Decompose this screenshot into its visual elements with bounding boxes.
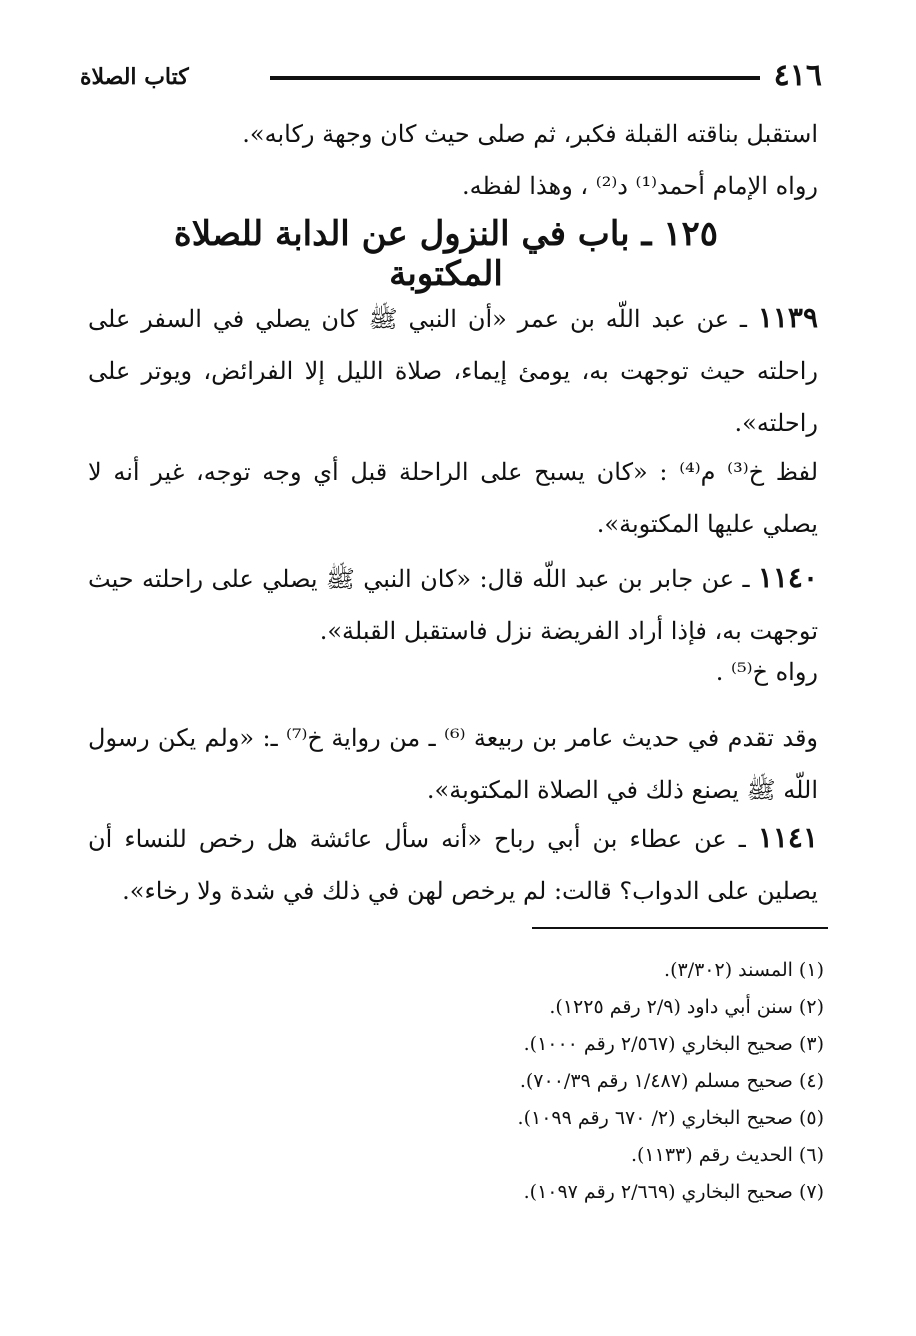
running-header <box>70 58 830 98</box>
footnote: (٢) سنن أبي داود (٢/٩ رقم ١٢٢٥). <box>549 996 824 1018</box>
header-rule <box>270 76 760 80</box>
hadith-number: ١١٤٠ <box>757 561 818 594</box>
hadith-number: ١١٣٩ <box>757 301 818 334</box>
chapter-title: ١٢٥ ـ باب في النزول عن الدابة للصلاة المكتوبة <box>173 214 719 294</box>
hadith-number: ١١٤١ <box>757 821 818 854</box>
hadith-note: لفظ خ⁽³⁾ م⁽⁴⁾ : «كان يسبح على الراحلة قبل أي وجه توجه، غير أنه لا يصلي عليها المكتوبة». <box>88 458 819 538</box>
page-number: ٤١٦ <box>773 58 822 93</box>
book-title: كتاب الصلاة <box>80 64 189 90</box>
intro-line-1: استقبل بناقته القبلة فكبر، ثم صلى حيث كان وجهة ركابه». <box>242 120 818 148</box>
footnotes <box>304 952 824 1211</box>
footnote-separator <box>532 927 828 929</box>
intro-line-2: رواه الإمام أحمد⁽¹⁾ د⁽²⁾ ، وهذا لفظه. <box>462 172 818 200</box>
hadith-1140-note <box>118 646 818 698</box>
hadith-note: رواه خ⁽⁵⁾ . <box>715 658 818 686</box>
hadith-1141 <box>88 812 818 917</box>
hadith-1140 <box>88 552 818 657</box>
footnote: (٦) الحديث رقم (١١٣٣). <box>630 1144 824 1166</box>
footnote: (٧) صحيح البخاري (٢/٦٦٩ رقم ١٠٩٧). <box>523 1181 824 1203</box>
hadith-1139-note <box>88 446 818 550</box>
footnote: (٤) صحيح مسلم (١/٤٨٧ رقم ٧٠٠/٣٩). <box>519 1070 824 1092</box>
footnote: (١) المسند (٣/٣٠٢). <box>664 959 824 981</box>
footnote: (٥) صحيح البخاري (٢/ ٦٧٠ رقم ١٠٩٩). <box>517 1107 824 1129</box>
hadith-note: وقد تقدم في حديث عامر بن ربيعة ⁽⁶⁾ ـ من رواية خ⁽⁷⁾ ـ: «ولم يكن رسول اللّه ﷺ يصنع ذلك في الصلاة المكتوبة». <box>88 724 819 804</box>
hadith-text: ـ عن جابر بن عبد اللّه قال: «كان النبي ﷺ يصلي على راحلته حيث توجهت به، فإذا أراد الفريضة نزل فاستقبل القبلة». <box>88 565 818 645</box>
footnote: (٣) صحيح البخاري (٢/٥٦٧ رقم ١٠٠٠). <box>523 1033 824 1055</box>
hadith-text: ـ عن عبد اللّه بن عمر «أن النبي ﷺ كان يصلي في السفر على راحلته حيث توجهت به، يومئ إيماء، صلاة الليل إلا الفرائض، ويوتر على راحلته». <box>88 305 818 437</box>
hadith-1140-note-2 <box>88 712 818 816</box>
hadith-1139 <box>88 292 818 449</box>
hadith-text: ـ عن عطاء بن أبي رباح «أنه سأل عائشة هل رخص للنساء أن يصلين على الدواب؟ قالت: لم يرخص لهن في ذلك في شدة ولا رخاء». <box>88 825 818 905</box>
intro-paragraph <box>88 108 818 212</box>
